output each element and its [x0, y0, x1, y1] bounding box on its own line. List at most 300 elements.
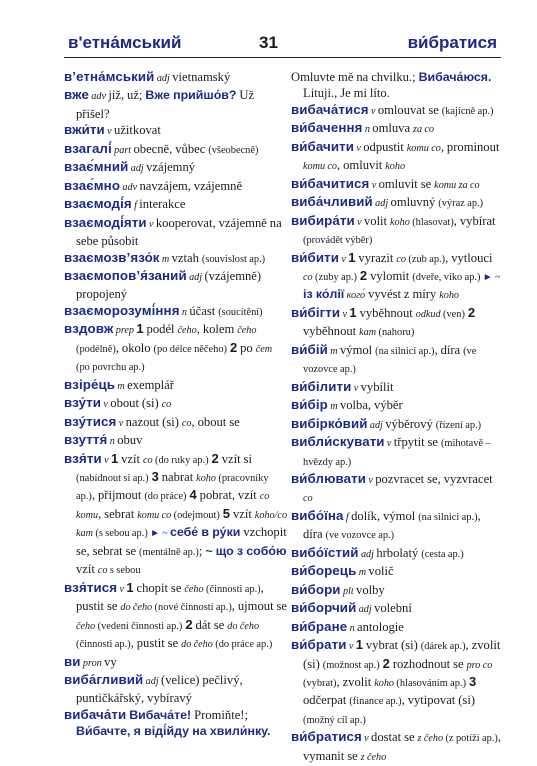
translation-text: ;: [198, 543, 206, 558]
translation-text: omluva: [372, 121, 413, 136]
phrase: ~ що з собо́ю: [205, 543, 287, 558]
translation-text: Už přišel?: [76, 88, 255, 121]
translation-text: , prominout: [440, 139, 500, 154]
headword: вибірко́вий: [291, 415, 368, 431]
note-text: (souvislost ap.): [201, 253, 266, 265]
headword: ви́брати: [291, 637, 347, 653]
dictionary-entry: [64, 178, 288, 196]
note-text: (pracovníky ap.): [76, 472, 269, 503]
note-text: (vedení činnosti ap.): [95, 620, 183, 632]
translation-text: obecně, vůbec: [133, 141, 209, 156]
headword: ви́бране: [291, 618, 348, 634]
grammar-label: adj: [186, 271, 205, 283]
translation-text: vzít: [76, 562, 98, 577]
note-text: (dveře, víko ap.): [412, 271, 481, 283]
sense-number: 2: [467, 304, 476, 320]
translation-text: odpustit: [363, 139, 407, 154]
grammar-label: n: [347, 622, 358, 634]
headword: ви́бір: [291, 397, 328, 413]
sense-number: 1: [355, 637, 363, 653]
headword: ви́борець: [291, 563, 357, 579]
translation-text: (velice) pečlivý, puntičkářský, vybíravý: [76, 672, 243, 706]
note-text: (nové činnosti ap.): [152, 602, 232, 614]
sense-number: 4: [189, 487, 197, 503]
grammar-label: adj: [143, 675, 162, 687]
dictionary-entry: [291, 619, 503, 637]
sense-number: 1: [126, 579, 134, 595]
translation-text: vybílit: [360, 379, 394, 394]
dictionary-entry: [291, 102, 503, 120]
headword: взаєморозумі́ння: [64, 302, 180, 318]
note-text: (možný cíl ap.): [303, 714, 366, 726]
headword: взя́тися: [64, 579, 118, 595]
headword: взіре́ць: [64, 376, 116, 392]
running-head-right: ви́братися: [407, 33, 497, 52]
grammar-label: co: [161, 399, 172, 411]
grammar-label: pron: [80, 657, 105, 669]
dictionary-entry: [291, 213, 503, 250]
grammar-label: n: [179, 306, 190, 318]
phrase: Ви́бачте, я віді́йду на хвили́нку.: [76, 724, 271, 739]
dictionary-entry: [291, 729, 503, 766]
note-text: (kajícně ap.): [441, 105, 494, 117]
note-text: (do ruky ap.): [152, 454, 209, 466]
grammar-label: v: [104, 126, 115, 138]
translation-text: Omluvte mě na chvilku.;: [291, 70, 419, 84]
grammar-label: do čeho: [120, 602, 153, 614]
translation-text: omluvný: [390, 195, 439, 210]
translation-text: dostat se: [371, 730, 418, 745]
note-text: (mihotavě – hvězdy ap.): [303, 438, 491, 468]
grammar-label: komu za co: [434, 179, 480, 191]
grammar-label: v: [146, 218, 156, 230]
dictionary-entry: [291, 176, 503, 194]
sense-number: 2: [359, 267, 368, 283]
translation-text: dát se: [192, 617, 228, 632]
translation-text: , vytipovat (si): [401, 693, 476, 708]
translation-text: , kolem: [196, 322, 238, 337]
dictionary-entry: [64, 654, 288, 672]
translation-text: podél: [143, 322, 178, 337]
translation-text: vztah: [171, 250, 202, 265]
phrase-marker: ► ~: [480, 271, 501, 283]
grammar-label: co: [396, 253, 406, 265]
grammar-label: z čeho: [360, 751, 387, 763]
translation-text: již, už;: [108, 88, 146, 103]
header-rule: [64, 57, 501, 58]
dictionary-entry: [291, 416, 503, 434]
grammar-label: f: [131, 200, 140, 212]
note-text: (hlasováním ap.): [394, 677, 467, 689]
phrase: Вибача́юся.: [418, 70, 492, 84]
note-text: (řízení ap.): [435, 419, 482, 431]
grammar-label: m: [159, 253, 172, 265]
headword: взаємоді́я: [64, 196, 132, 212]
note-text: (cesta ap.): [421, 548, 464, 560]
translation-text: vybrat (si): [362, 638, 421, 653]
headword: ви́бори: [291, 581, 341, 597]
translation-text: (vzájemně) propojený: [76, 268, 262, 302]
translation-text: , pustit se: [130, 636, 182, 651]
headword: взаємозв’язо́к: [64, 249, 160, 265]
grammar-label: do čeho: [227, 620, 260, 632]
page-header: [0, 0, 537, 62]
translation-text: omlouvat se: [377, 102, 442, 117]
translation-text: , vybírat: [453, 213, 496, 228]
sense-number: 2: [211, 450, 219, 466]
translation-text: chopit se: [133, 580, 185, 595]
headword: ви́бачення: [291, 120, 363, 136]
translation-text: obout (si): [110, 396, 162, 411]
grammar-label: koho: [196, 472, 216, 484]
headword: вибо́їна: [291, 507, 344, 523]
translation-text: dolík, výmol: [351, 508, 419, 523]
grammar-label: adv: [88, 91, 109, 103]
running-head-left: в'етна́мський: [68, 33, 182, 52]
grammar-label: f: [343, 511, 352, 523]
dictionary-entry: [64, 250, 288, 268]
note-text: (hlasovat): [409, 216, 454, 228]
grammar-label: adj: [372, 198, 391, 210]
translation-text: rozhodnout se: [389, 656, 467, 671]
translation-text: obuv: [117, 433, 143, 448]
dictionary-entry: [64, 196, 288, 214]
dictionary-entry: [291, 250, 503, 305]
sense-number: 3: [151, 468, 159, 484]
dictionary-entry: [64, 215, 288, 250]
phrase: Вже прийшо́в?: [145, 88, 237, 103]
note-text: (na silnici ap.): [418, 511, 478, 523]
sense-number: 2: [229, 339, 238, 355]
note-text: (do práce ap.): [212, 639, 273, 651]
note-text: (ve vozovce ap.): [303, 345, 477, 376]
translation-text: po: [237, 340, 256, 355]
headword: ви́бігти: [291, 304, 341, 320]
grammar-label: za co: [413, 124, 435, 136]
grammar-label: part: [111, 144, 134, 156]
note-text: (vybrat): [303, 677, 337, 689]
translation-text: , sebrat: [98, 506, 138, 521]
grammar-label: m: [115, 380, 128, 392]
sense-number: 2: [382, 655, 390, 671]
translation-text: vyběhnout: [303, 324, 360, 339]
grammar-label: komu co: [137, 509, 172, 521]
translation-text: navzájem, vzájemně: [139, 178, 243, 193]
translation-text: pobrat, vzít: [196, 488, 260, 503]
grammar-label: co: [303, 271, 313, 283]
grammar-label: v: [116, 417, 126, 429]
note-text: (do práce): [144, 491, 187, 503]
dictionary-entry: [64, 707, 288, 740]
headword: ви: [64, 653, 81, 669]
left-column: [64, 69, 288, 740]
sense-number: 1: [136, 321, 144, 337]
dictionary-entry: [291, 434, 503, 471]
grammar-label: prep: [113, 325, 137, 337]
headword: виба́чливий: [291, 194, 373, 210]
note-text: (zub ap.): [405, 253, 446, 265]
grammar-label: m: [327, 401, 340, 413]
translation-text: vzít: [230, 506, 255, 521]
translation-text: , díra: [303, 508, 481, 542]
dictionary-entry: [291, 139, 503, 176]
note-text: (podélně): [76, 343, 116, 355]
grammar-label: adj: [367, 419, 386, 431]
translation-text: vyvést z míry: [365, 287, 440, 302]
translation-text: hrbolatý: [376, 545, 422, 560]
grammar-label: v: [384, 438, 394, 450]
grammar-label: koho: [374, 677, 395, 689]
translation-text: antologie: [357, 619, 404, 634]
headword: ви́бій: [291, 341, 328, 357]
grammar-label: v: [339, 253, 349, 265]
translation-text: , zvolit: [336, 674, 375, 689]
grammar-label: adj: [358, 548, 377, 560]
translation-text: výmol: [340, 342, 376, 357]
grammar-label: co: [142, 454, 153, 466]
note-text: (finance ap.): [349, 696, 402, 708]
translation-text: , zvolit (si): [303, 638, 501, 671]
translation-text: interakce: [139, 197, 186, 212]
grammar-label: co komu: [76, 491, 270, 521]
note-text: (dárek ap.): [420, 641, 466, 653]
phrase-marker: ► ~: [147, 528, 171, 540]
grammar-label: plt: [340, 585, 357, 597]
dictionary-entry: [291, 305, 503, 342]
grammar-label: čeho: [177, 325, 197, 337]
note-text: (provádět výběr): [303, 235, 373, 247]
sense-number: 5: [222, 505, 230, 521]
note-text: (výraz ap.): [438, 198, 484, 210]
headword: ви́братися: [291, 729, 362, 745]
headword: взагалі́: [64, 140, 112, 156]
translation-text: vietnamský: [172, 70, 231, 84]
grammar-label: čeho: [184, 583, 204, 595]
grammar-label: komu co: [406, 142, 441, 154]
dictionary-entry: [291, 69, 503, 102]
dictionary-entry: [291, 397, 503, 415]
dictionary-entry: [64, 451, 288, 580]
headword: ви́бачитися: [291, 175, 370, 191]
note-text: (s sebou ap.): [92, 528, 148, 540]
grammar-label: adv: [120, 181, 140, 193]
translation-text: volební: [374, 601, 412, 616]
grammar-label: adj: [356, 604, 375, 616]
headword: взаємоді́яти: [64, 214, 147, 230]
note-text: (činnosti ap.): [203, 583, 261, 595]
grammar-label: v: [346, 641, 356, 653]
translation-text: třpytit se: [393, 435, 441, 450]
headword: взу́ти: [64, 395, 102, 411]
dictionary-entry: [291, 508, 503, 545]
headword: взу́тися: [64, 413, 117, 429]
dictionary-entry: [291, 637, 503, 729]
note-text: (všeobecně): [208, 144, 259, 156]
dictionary-entry: [291, 342, 503, 379]
grammar-label: n: [362, 124, 373, 136]
grammar-label: v: [351, 382, 361, 394]
note-text: s sebou: [107, 565, 141, 577]
note-text: (nabídnout si ap.): [76, 472, 149, 484]
grammar-label: co: [181, 417, 192, 429]
translation-text: vyrazit: [355, 250, 397, 265]
dictionary-entry: [291, 582, 503, 600]
note-text: (na silnici ap.): [375, 345, 435, 357]
grammar-label: koho: [385, 161, 406, 173]
note-text: (možnost ap.): [322, 659, 380, 671]
grammar-label: co: [97, 565, 108, 577]
phrase: себе́ в ру́ки: [170, 525, 241, 540]
note-text: (soucítění): [218, 306, 263, 318]
grammar-label: do čeho: [181, 639, 213, 651]
grammar-label: koho/co kam: [76, 509, 288, 540]
translation-text: vy: [104, 654, 117, 669]
phrase: Вибача́те!: [129, 707, 192, 722]
translation-text: Promiňte!;: [191, 707, 248, 722]
dictionary-entry: [64, 580, 288, 654]
translation-text: volič: [368, 564, 394, 579]
headword: вжи́ти: [64, 122, 105, 138]
headword: взає́мний: [64, 159, 129, 175]
translation-text: nabrat: [158, 469, 197, 484]
dictionary-entry: [291, 471, 503, 508]
dictionary-entry: [291, 563, 503, 581]
dictionary-entry: [64, 432, 288, 450]
grammar-label: komu co: [303, 161, 338, 173]
note-text: (činnosti ap.): [76, 639, 131, 651]
grammar-label: kam: [359, 327, 377, 339]
note-text: (z potíží ap.): [443, 733, 498, 745]
dictionary-entry: [64, 141, 288, 159]
dictionary-entry: [291, 120, 503, 138]
sense-number: 1: [349, 304, 357, 320]
grammar-label: koho: [390, 216, 410, 228]
sense-number: 3: [469, 673, 477, 689]
dictionary-entry: [64, 321, 288, 376]
grammar-label: čeho: [237, 325, 257, 337]
note-text: (ven): [440, 308, 465, 320]
note-text: (nahoru): [376, 327, 415, 339]
headword: ви́бачити: [291, 138, 355, 154]
headword: в’етна́мський: [64, 69, 155, 84]
headword: ви́борчий: [291, 600, 357, 616]
translation-text: odčerpat: [303, 693, 350, 708]
grammar-label: adj: [128, 163, 147, 175]
translation-text: , vytlouci: [445, 250, 493, 265]
translation-text: , vymanit se: [303, 730, 502, 763]
grammar-label: n: [107, 436, 118, 448]
note-text: (po délce něčeho): [153, 343, 227, 355]
note-text: (zuby ap.): [312, 271, 357, 283]
grammar-label: čem: [255, 343, 273, 355]
translation-text: vzít si: [218, 451, 252, 466]
grammar-label: koho: [439, 290, 460, 302]
translation-text: Lituji., Je mi líto.: [303, 86, 390, 101]
note-text: (po povrchu ap.): [76, 362, 145, 374]
grammar-label: кого́: [344, 290, 366, 302]
grammar-label: co: [303, 493, 313, 505]
translation-text: výběrový: [385, 416, 436, 431]
sense-number: 1: [110, 450, 119, 466]
grammar-label: v: [117, 583, 127, 595]
grammar-label: v: [361, 733, 372, 745]
headword: взуття́: [64, 432, 108, 448]
headword: ви́бити: [291, 249, 340, 265]
headword: вже: [64, 87, 89, 103]
sense-number: 2: [185, 616, 193, 632]
grammar-label: adj: [154, 73, 173, 84]
translation-text: vylomit: [367, 268, 413, 283]
grammar-label: odkud: [415, 308, 441, 320]
sense-number: 1: [348, 249, 356, 265]
translation-text: , ujmout se: [231, 599, 288, 614]
translation-text: omluvit se: [378, 176, 435, 191]
grammar-label: v: [366, 474, 376, 486]
dictionary-entry: [291, 194, 503, 212]
grammar-label: z čeho: [417, 733, 444, 745]
grammar-label: v: [368, 105, 378, 117]
headword: вибо́їстий: [291, 544, 359, 560]
translation-text: volit: [363, 213, 391, 228]
dictionary-entry: [64, 672, 288, 707]
grammar-label: pro co: [466, 659, 493, 671]
headword: ви́білити: [291, 378, 352, 394]
translation-text: volby: [356, 582, 385, 597]
translation-text: vyběhnout: [356, 305, 416, 320]
translation-text: exemplář: [127, 377, 174, 392]
dictionary-entry: [64, 303, 288, 321]
translation-text: , díra: [434, 342, 464, 357]
translation-text: , omluvit: [337, 158, 386, 173]
dictionary-entry: [64, 159, 288, 177]
headword: виба́гливий: [64, 671, 144, 687]
grammar-label: čeho: [76, 620, 96, 632]
grammar-label: v: [101, 399, 111, 411]
grammar-label: v: [354, 216, 364, 228]
dictionary-entry: [291, 379, 503, 397]
translation-text: vzchopit se, sebrat se: [76, 525, 287, 558]
headword: вибача́тися: [291, 101, 369, 117]
dictionary-entry: [64, 87, 288, 122]
translation-text: užitkovat: [114, 123, 161, 138]
dictionary-entry: [64, 414, 288, 432]
dictionary-entry: [64, 395, 288, 413]
grammar-label: v: [369, 179, 379, 191]
headword: взаємопов’я́заний: [64, 267, 187, 283]
note-text: (mentálně ap.): [139, 546, 199, 558]
translation-text: pozvracet se, vyzvracet: [375, 471, 493, 486]
headword: вибира́ти: [291, 212, 355, 228]
dictionary-entry: [64, 122, 288, 140]
translation-text: vzít: [118, 451, 143, 466]
dictionary-entry: [64, 268, 288, 303]
dictionary-entry: [64, 69, 288, 87]
note-text: (odejmout): [171, 509, 220, 521]
translation-text: nazout (si): [125, 414, 182, 429]
dictionary-entry: [64, 377, 288, 395]
dictionary-entry: [291, 600, 503, 618]
translation-text: , pustit se: [76, 580, 264, 614]
translation-text: vzájemný: [146, 160, 196, 175]
translation-text: volba, výběr: [339, 398, 403, 413]
grammar-label: m: [327, 345, 340, 357]
grammar-label: v: [340, 308, 350, 320]
headword: вздовж: [64, 321, 114, 337]
translation-text: , okolo: [115, 340, 154, 355]
phrase: із ко́лії: [303, 287, 345, 302]
translation-text: kooperovat, vzájemně na sebe působit: [76, 215, 282, 249]
grammar-label: v: [354, 142, 364, 154]
